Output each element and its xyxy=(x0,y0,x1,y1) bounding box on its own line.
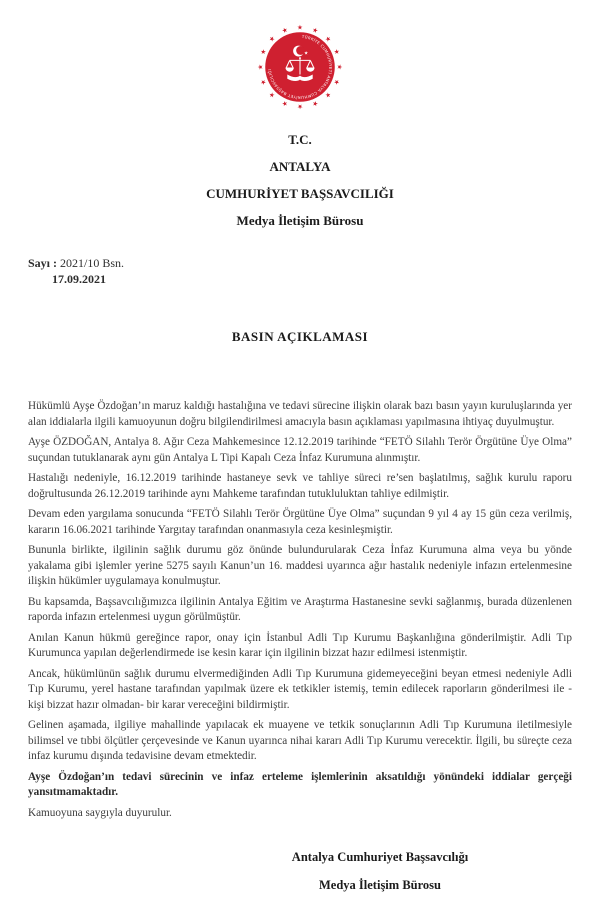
svg-text:★: ★ xyxy=(256,64,265,70)
emblem-ring-text: TÜRKİYE CUMHURİYETİ ANTALYA CUMHURİYET BAŞSAVCILIĞI xyxy=(266,33,334,101)
paragraph: Gelinen aşamada, ilgiliye mahallinde yapılacak ek muayene ve tetkik sonuçlarının Adli Tıp Kurumuna iletilmesiyle bilimsel ve tıbbi ölçütler çerçevesinde ve Kanun uyarınca nihai kararı Adli Tıp Kurumu verecektir. İlgili, bu süreçte ceza infaz kurumu dışında tedavisine devam etmektedir. xyxy=(28,719,572,762)
paragraph-closing: Kamuoyuna saygıyla duyurulur. xyxy=(28,806,172,819)
reference-label: Sayı : xyxy=(28,256,58,270)
svg-text:★: ★ xyxy=(280,98,290,109)
paragraph-emphasis: Ayşe Özdoğan’ın tedavi sürecinin ve infaz erteleme işlemlerinin aksatıldığı yönündeki iddialar gerçeği yansıtmamaktadır. xyxy=(28,770,572,798)
svg-text:★: ★ xyxy=(267,34,277,44)
paragraph: Devam eden yargılama sonucunda “FETÖ Silahlı Terör Örgütüne Üye Olma” suçundan 9 yıl 4 ay 15 gün ceza verilmiş, kararın 16.06.2021 tarihinde Yargıtay tarafından onanmasıyla ceza kesinleşmiştir. xyxy=(28,508,572,536)
reference-number-line xyxy=(28,255,124,271)
svg-text:★: ★ xyxy=(258,77,269,87)
svg-text:★: ★ xyxy=(323,90,333,100)
reference-date: 17.09.2021 xyxy=(52,272,106,286)
svg-text:★: ★ xyxy=(335,64,344,70)
paragraph: Ayşe ÖZDOĞAN, Antalya 8. Ağır Ceza Mahkemesince 12.12.2019 tarihinde “FETÖ Silahlı Terör Örgütüne Üye Olma” suçundan tutuklanarak aynı gün Antalya L Tipi Kapalı Ceza İnfaz Kurumuna alınmıştır. xyxy=(28,436,572,464)
svg-text:★: ★ xyxy=(331,47,342,57)
reference-number: 2021/10 Bsn. xyxy=(60,256,125,270)
svg-text:★: ★ xyxy=(304,51,309,57)
svg-text:★: ★ xyxy=(297,23,303,32)
paragraph: Bu kapsamda, Başsavcılığımızca ilgilinin Antalya Eğitim ve Araştırma Hastanesine sevki sağlanmış, burada düzenlenen raporda infazın ertelenmesi uygun görülmüştür. xyxy=(28,595,572,623)
signature-bureau: Medya İletişim Bürosu xyxy=(319,878,441,892)
svg-text:★: ★ xyxy=(310,25,320,36)
letterhead-city: ANTALYA xyxy=(269,159,331,174)
document-body xyxy=(28,399,572,826)
document-title: BASIN AÇIKLAMASI xyxy=(231,329,369,344)
letterhead xyxy=(0,126,600,234)
paragraph: Hastalığı nedeniyle, 16.12.2019 tarihinde hastaneye sevk ve tahliye süreci re’sen başlatılmış, sağlık kurulu raporu doğrultusunda 26.12.2019 tarihinde aynı Mahkeme tarafından tutukluluktan tahliye edilmiştir. xyxy=(28,472,572,500)
signature-block xyxy=(190,843,570,899)
svg-text:★: ★ xyxy=(331,77,342,87)
prosecutor-office-emblem-icon xyxy=(253,20,347,114)
svg-text:★: ★ xyxy=(297,102,303,111)
reference-block xyxy=(28,255,124,287)
letterhead-office: CUMHURİYET BAŞSAVCILIĞI xyxy=(206,186,394,201)
paragraph: Bununla birlikte, ilgilinin sağlık durumu göz önünde bulundurularak Ceza İnfaz Kurumuna alma veya bu yönde yakalama gibi işlemler yerine 5275 sayılı Kanun’un 16. maddesi uyarınca ağır hastalık nedeniyle infazın ertelenmesine ilişkin hükümler uygulamaya konulmuştur. xyxy=(28,544,572,587)
paragraph: Ancak, hükümlünün sağlık durumu elvermediğinden Adli Tıp Kurumuna gidemeyeceğini beyan etmesi nedeniyle Adli Tıp Kurumu, yerel hastane tarafından yapılmak üzere ek tetkikler istemiş, temin edilecek raporların gönderilmesi ile - kişi bizzat hazır olmadan- bir karar vereceğini bildirmiştir. xyxy=(28,667,572,711)
svg-text:★: ★ xyxy=(323,34,333,44)
svg-text:★: ★ xyxy=(280,25,290,36)
signature-office: Antalya Cumhuriyet Başsavcılığı xyxy=(291,850,469,864)
paragraph: Hükümlü Ayşe Özdoğan’ın maruz kaldığı hastalığına ve tedavi sürecine ilişkin olarak bazı basın yayın kuruluşlarında yer alan iddialarla ilgili kamuoyunun doğru bilgilendirilmesi amacıyla basın açıklaması yapılmasına ihtiyaç duyulmuştur. xyxy=(28,400,572,428)
svg-text:★: ★ xyxy=(267,90,277,100)
letterhead-bureau: Medya İletişim Bürosu xyxy=(236,213,364,228)
svg-text:★: ★ xyxy=(258,47,269,57)
svg-text:★: ★ xyxy=(310,98,320,109)
letterhead-tc: T.C. xyxy=(288,132,312,147)
paragraph: Anılan Kanun hükmü gereğince rapor, onay için İstanbul Adli Tıp Kurumu Başkanlığına gönderilmiştir. Adli Tıp Kurumunca yapılan değerlendirmede ise kesin karar için ilgilinin bizzat hazır edilmesi istenmiştir. xyxy=(28,631,572,659)
